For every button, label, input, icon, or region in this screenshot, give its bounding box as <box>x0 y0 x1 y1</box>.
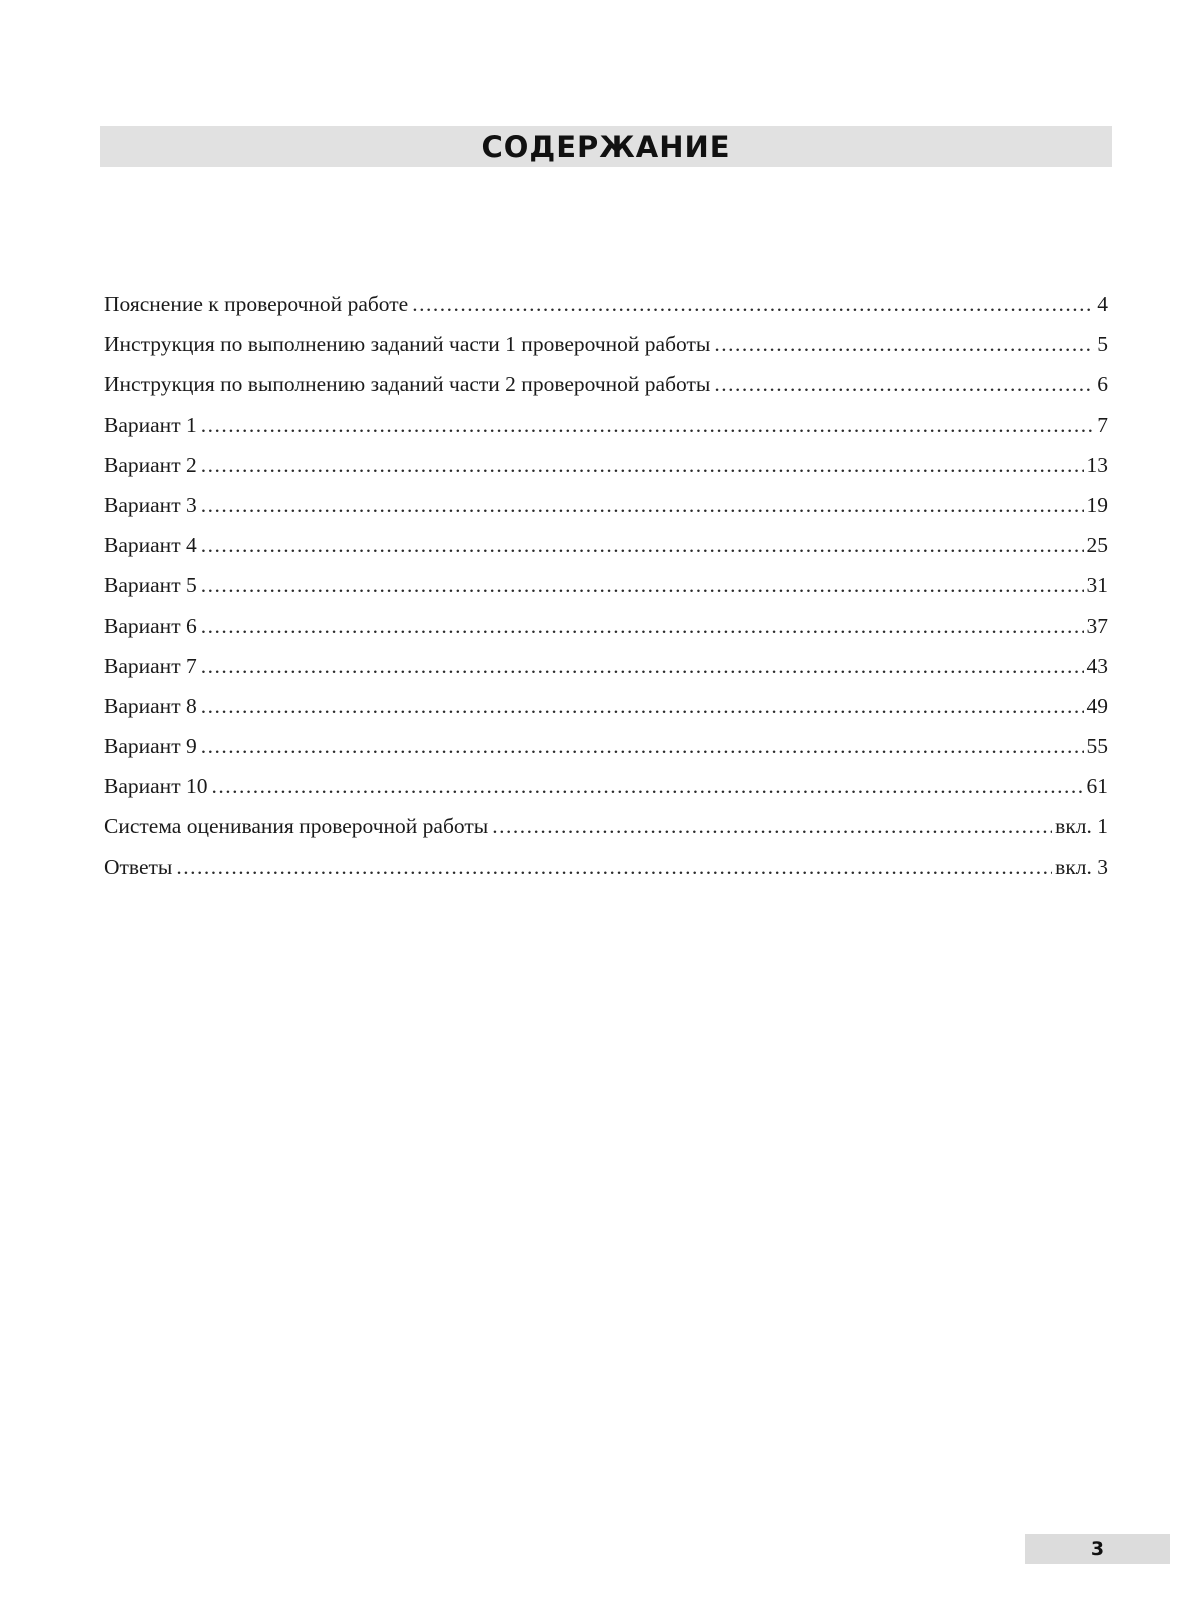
toc-entry-page: 13 <box>1086 452 1108 477</box>
toc-entry[interactable] <box>104 614 1108 654</box>
table-of-contents <box>104 292 1108 895</box>
toc-entry-label: Вариант 9 <box>104 734 197 759</box>
toc-entry-label: Вариант 5 <box>104 573 197 598</box>
toc-dot-leader <box>201 533 1084 558</box>
toc-entry-label: Пояснение к проверочной работе <box>104 292 409 316</box>
toc-entry-label: Вариант 10 <box>104 774 208 799</box>
toc-dot-leader <box>176 855 1052 880</box>
toc-entry-label: Ответы <box>104 854 173 879</box>
toc-dot-leader <box>201 493 1084 518</box>
toc-entry-page: вкл. 1 <box>1055 814 1108 839</box>
toc-entry-label: Вариант 2 <box>104 452 197 477</box>
toc-entry-label: Вариант 3 <box>104 492 197 517</box>
toc-entry-page: 43 <box>1086 653 1108 678</box>
toc-entry[interactable] <box>104 814 1108 854</box>
toc-entry-page: вкл. 3 <box>1055 854 1108 879</box>
toc-entry-label: Вариант 1 <box>104 412 197 437</box>
toc-entry-label: Вариант 4 <box>104 533 197 558</box>
toc-dot-leader <box>412 292 1094 317</box>
toc-entry[interactable] <box>104 453 1108 493</box>
toc-entry[interactable] <box>104 332 1108 372</box>
toc-entry-page: 4 <box>1097 292 1108 316</box>
toc-dot-leader <box>714 332 1094 357</box>
toc-entry-page: 19 <box>1086 492 1108 517</box>
toc-entry-page: 5 <box>1097 332 1108 357</box>
toc-entry-label: Инструкция по выполнению заданий части 2 проверочной работы <box>104 372 711 397</box>
toc-entry-page: 25 <box>1086 533 1108 558</box>
toc-entry-page: 49 <box>1086 693 1108 718</box>
toc-entry-page: 31 <box>1086 573 1108 598</box>
page-number-box <box>1025 1534 1170 1564</box>
page-title: СОДЕРЖАНИЕ <box>481 129 731 164</box>
toc-entry-page: 55 <box>1086 734 1108 759</box>
toc-entry-page: 61 <box>1086 774 1108 799</box>
toc-entry[interactable] <box>104 734 1108 774</box>
toc-dot-leader <box>201 453 1084 478</box>
toc-entry[interactable] <box>104 413 1108 453</box>
toc-dot-leader <box>211 774 1083 799</box>
toc-entry[interactable] <box>104 372 1108 412</box>
toc-dot-leader <box>201 614 1084 639</box>
toc-entry[interactable] <box>104 493 1108 533</box>
toc-dot-leader <box>714 372 1094 397</box>
title-bar <box>100 126 1112 167</box>
toc-entry-label: Система оценивания проверочной работы <box>104 814 489 839</box>
toc-entry[interactable] <box>104 533 1108 573</box>
toc-entry[interactable] <box>104 694 1108 734</box>
toc-entry-label: Вариант 6 <box>104 613 197 638</box>
toc-entry-label: Вариант 7 <box>104 653 197 678</box>
toc-dot-leader <box>201 654 1084 679</box>
toc-dot-leader <box>201 413 1095 438</box>
toc-entry[interactable] <box>104 855 1108 895</box>
toc-entry-page: 37 <box>1086 613 1108 638</box>
toc-entry-page: 6 <box>1097 372 1108 397</box>
toc-entry-label: Инструкция по выполнению заданий части 1 проверочной работы <box>104 332 711 357</box>
toc-entry[interactable] <box>104 774 1108 814</box>
toc-dot-leader <box>492 814 1052 839</box>
toc-entry[interactable] <box>104 654 1108 694</box>
toc-entry[interactable] <box>104 292 1108 332</box>
toc-dot-leader <box>201 734 1084 759</box>
toc-entry-page: 7 <box>1097 412 1108 437</box>
toc-dot-leader <box>201 694 1084 719</box>
toc-entry[interactable] <box>104 573 1108 613</box>
toc-entry-label: Вариант 8 <box>104 693 197 718</box>
toc-dot-leader <box>201 573 1084 598</box>
page-number: 3 <box>1090 1538 1105 1560</box>
